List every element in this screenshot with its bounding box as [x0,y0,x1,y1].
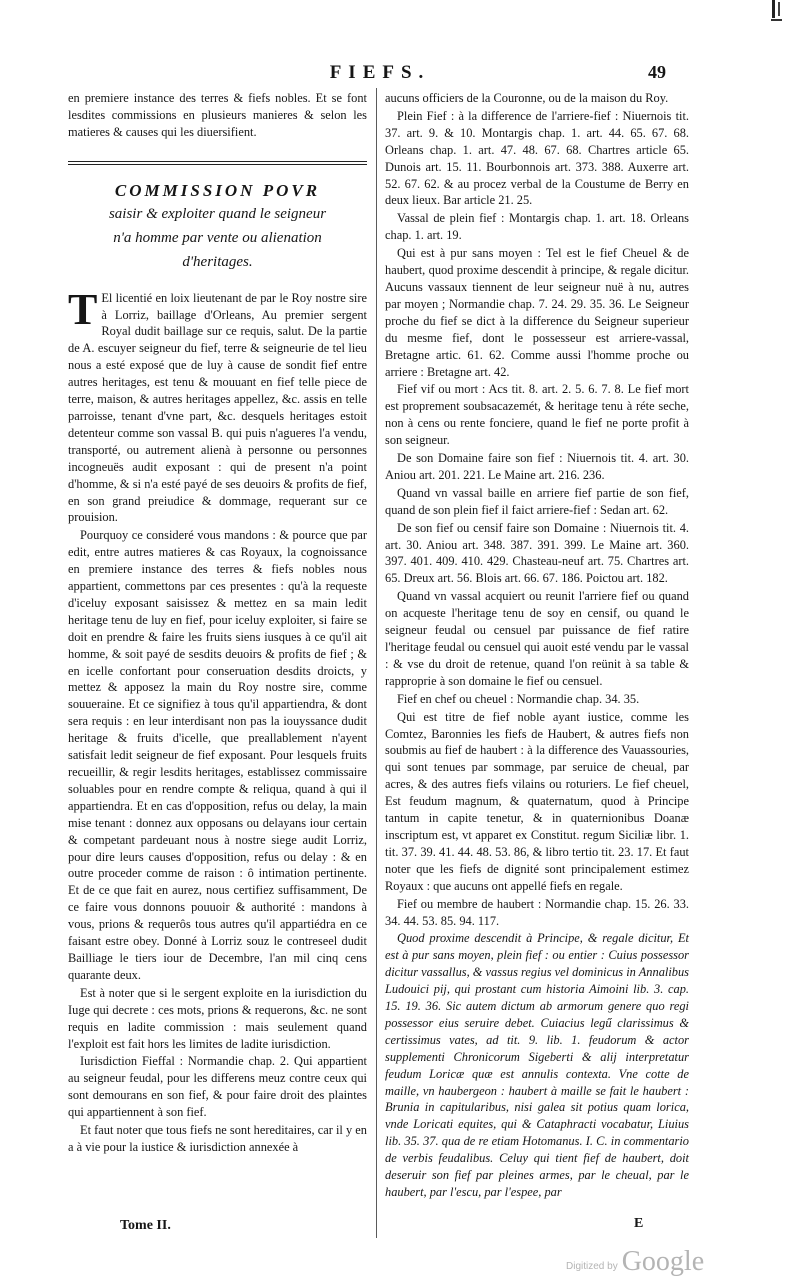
left-paragraph: Iurisdiction Fieffal : Normandie chap. 2. Qui appartient au seigneur feudal, pour les differens meuz contre ceux qui sont demourans en son fief, & pour faire droit des plaintes qui appartiennent à son fief. [68,1054,367,1120]
left-paragraph: Pourquoy ce consideré vous mandons : & pource que par edit, entre autres matieres & cas Royaux, la cognoissance en premiere instance des terres & fiefs nobles nous appartient, commettons par ces presentes : qu'à la requeste d'iceluy exposant saisissez & mettez en sa main ledit heritage tenu de luy en fief, pour iceluy exploiter, si faire se doit en prendre & faire les fruits siens iusques à ce qu'il ait homme, & soit payé de sesdits deuoirs & profits de fief ; & en icelle confortant pour conseruation desdits droicts, y mettez & apposez la main du Roy nostre sire, comme souueraine. Et ce signifiez à tous qu'il appartiendra, & dont sera requis : en leur interdisant non pas la iouyssance dudit heritage & fruits d'icelle, que preallablement n'ayent satisfait ledit seigneur de fief exposant. Pour lesquels fruits recueillir, & regir lesdits heritages, establissez commissaire soluables pour en rendre compte & reliqua, quand à qui il appartiendra. Et en cas d'opposition, refus ou delay, la main mise tenant : donnez aux opposans ou delayans iour certain & competant pardeuant nous à nostre siege audit Lorriz, pour dire leurs causes d'opposition, refus ou delay : & en outre proceder comme de raison : ô intimation pertinente. Et de ce que fait en aurez, nous certifiez suffisamment, De ce faire vous donnons pouuoir & authorité : mandons à vous, prions & requerôs tous autres qu'il appartiédra en ce faisant estre obey. Donné à Lorriz souz le contreseel dudit Bailliage le tiers iour de Decembre, l'an mil cinq cens quarante deux. [68,528,367,982]
signature-mark: E [634,1216,644,1231]
drop-cap: T [68,284,98,334]
right-paragraph: De son Domaine faire son fief : Niuernois tit. 4. art. 30. Aniou art. 201. 221. Le Maine art. 216. 236. [385,451,689,482]
corner-ornament [770,0,784,22]
right-paragraph: Plein Fief : à la difference de l'arriere-fief : Niuernois tit. 37. art. 9. & 10. Montargis chap. 1. art. 44. 65. 67. 68. Orleans chap. 1. art. 47. 48. 67. 68. Chartres article 65. Dunois art. 15. 11. Bourbonnois art. 373. 388. Auxerre art. 52. 67. 62. & au procez verbal de la Coustume de Berry en deux lieux. Bar article 21. 25. [385,108,689,208]
right-paragraph: Qui est titre de fief noble ayant iustice, comme les Comtez, Baronnies les fiefs de Haubert, & autres fiefs non soubmis au fief de haubert : à la difference des Vauassouries, qui sont tenues par sommage, par seruice de cheual, par acres, & des autres fiefs vilains ou roturiers. Le fief cheuel, Est feudum magnum, & quaternatum, quod à Principe tantum in capite tenetur, & in quaternionibus Doanæ inscriptum est, vt apparet ex Constitut. regum Siciliæ libr. 1. tit. 37. 39. 41. 44. 48. 53. 86, & libro tertio tit. 23. 17. Et faut noter que les fiefs de dignité sont principalement estimez Royaux : que aucuns ont appellé fiefs en regale. [385,709,689,893]
left-paragraph: Et faut noter que tous fiefs ne sont hereditaires, car il y en a à vie pour la iustice & iurisdiction annexée à [68,1123,367,1154]
commission-paragraph [68,284,367,527]
right-paragraph: Qui est à pur sans moyen : Tel est le fief Cheuel & de haubert, quod proxime descendit à principe, & regale dicitur. Aucuns vassaux tiennent de leur seigneur nuë à nu, autres par moyen ; Normandie chap. 7. 24. 29. 35. 36. Le Seigneur proche du fief se dict à la difference du Seigneur superieur du mesme fief, dont le possesseur est arriere-vassal, Bretagne artic. 61. 62. Comme aussi l'homme proche ou arriere : Bretagne art. 42. [385,246,689,379]
right-paragraph: Quod proxime descendit à Principe, & regale dicitur, Et est à pur sans moyen, plein fief : ou entier : Cuius possessor dicitur vassallus, & vassus regius vel dominicus in Annalibus Ludouici pij, qui prostant cum historia Aimoini lib. 3. cap. 15. 19. 36. Sic autem dictum ab armorum genere quo regi possessor eius seruire debet. Cuiacius legű clarissimus & certissimus vates, ad tit. 9. lib. 1. feudorum & actor supplementi Chronicorum Sigeberti & alij interpretatur feudum Loricæ quæ est annulis contexta. Vne cotte de maille, vn haubergeon : haubert à maille se fait le haubert : Brunia in capitularibus, nisi galea sit potius quam lorica, vnde Loricati equites, qui & Cataphracti vocabatur, Liuius lib. 35. 37. qua de re etiam Hotomanus. I. C. in commentario de verbis feudalibus. Celuy qui tient fief de haubert, doit deseruir son fief par pleines armes, par le cheual, par le haubert, par l'escu, par l'espee, par [385,931,689,1199]
section-divider [68,161,367,165]
right-paragraph: De son fief ou censif faire son Domaine : Niuernois tit. 4. art. 30. Aniou art. 348. 387. 391. 399. Le Maine art. 360. 397. 401. 409. 410. 429. Chasteau-neuf art. 75. Chartres art. 65. Dreux art. 56. Blois art. 66. 67. 186. Poictou art. 182. [385,520,689,586]
watermark [566,1238,706,1278]
page-number: 49 [648,62,666,82]
right-column [385,90,689,1202]
right-paragraph: Fief vif ou mort : Acs tit. 8. art. 2. 5. 6. 7. 8. Le fief mort est proprement soubsacazemét, & heritage tenu à réte seche, non à cens ou rente fonciere, quand le fief ne porte profit à son seigneur. [385,382,689,448]
right-paragraph: Quand vn vassal acquiert ou reunit l'arriere fief ou quand on acqueste l'heritage tenu de soy en censif, ou quand le seigneur feudal ou censuel par puissance de fief ratire l'heritage feudal ou censuel qui auoit esté vendu par le vassal : & vse du droit de retenue, quand l'on reünit à sa table & rapproprie à son domaine le fief ou censuel. [385,589,689,688]
section-subheading: saisir & exploiter quand le seigneur n'a homme par vente ou alienation d'heritages. [108,205,327,270]
watermark-prefix: Digitized by [566,1261,618,1272]
section-heading: COMMISSION POVR [114,180,321,200]
right-paragraph: Fief ou membre de haubert : Normandie chap. 15. 26. 33. 34. 44. 53. 85. 94. 117. [385,896,689,928]
right-paragraph: aucuns officiers de la Couronne, ou de la maison du Roy. [385,91,669,105]
column-rule [376,88,377,1238]
running-title: FIEFS. [329,62,431,83]
left-paragraph: Est à noter que si le sergent exploite en la iurisdiction du Iuge qui decrete : ces mots, prions & requerons, &c. ne sont requis en ladite commission : mais seulement quand l'exploit est fait hors les limites de ladite iurisdiction. [68,985,367,1051]
volume-label: Tome II. [120,1218,171,1233]
right-paragraph: Quand vn vassal baille en arriere fief partie de son fief, quand de son plein fief il faict arriere-fief : Sedan art. 62. [385,485,689,517]
left-column [68,90,367,1157]
commission-text: El licentié en loix lieutenant de par le Roy nostre sire à Lorriz, baillage d'Orleans, Au premier sergent Royal dudit baillage sur ce requis, salut. De la partie de A. escuyer seigneur du fief, terre & seigneurie de tel lieu nous a esté exposé que de luy à cause de sondit fief entre autres heritages, est tenu & mouuant en fief telle piece de terre, maison, & autres heritages appellez, &c. assis en telle parroisse, tenant d'vne part, &c. desquels heritages estoit detenteur comme son vassal B. qui puis n'agueres l'a vendu, transporté, ou autrement alienà à personne ou personnes incogneuës audit exposant : qui de present n'a point d'homme, & si n'a esté payé de ses deuoirs & profits de fief, en son grand preiudice & dommage, requerant sur ce prouision. [68,290,367,525]
right-paragraph: Vassal de plein fief : Montargis chap. 1. art. 18. Orleans chap. 1. art. 19. [385,211,689,243]
right-paragraph: Fief en chef ou cheuel : Normandie chap. 34. 35. [397,691,640,706]
watermark-brand: Google [621,1246,705,1277]
intro-paragraph: en premiere instance des terres & fiefs nobles. Et se font lesdites commissions en plusieurs manieres & selon les matieres & causes qui les diuersifient. [68,91,367,139]
